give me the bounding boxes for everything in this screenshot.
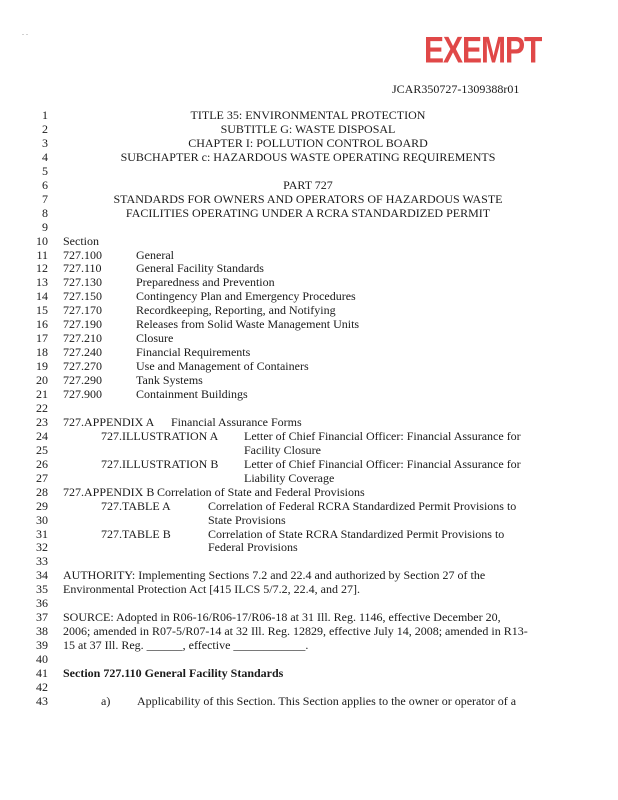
line-number: 16	[36, 317, 48, 332]
line-text: TITLE 35: ENVIRONMENTAL PROTECTION	[190, 108, 426, 122]
line-number: 3	[42, 135, 48, 150]
line-number: 1	[42, 108, 48, 122]
line-number: 21	[36, 387, 48, 401]
line-text: 727.110	[63, 261, 102, 276]
line-text: 727.240	[63, 345, 102, 360]
document-line	[0, 220, 618, 234]
document-line	[0, 485, 618, 499]
line-number: 5	[42, 163, 48, 178]
line-number: 13	[36, 275, 48, 290]
line-text: Tank Systems	[136, 373, 203, 388]
line-text: 727.270	[63, 359, 102, 374]
document-line	[0, 638, 618, 652]
line-text: Correlation of State RCRA Standardized Permit Provisions to	[208, 526, 505, 541]
document-line	[0, 401, 618, 415]
line-number: 27	[36, 470, 48, 485]
document-line	[0, 331, 618, 345]
line-number: 26	[36, 456, 48, 471]
line-text: Environmental Protection Act [415 ILCS 5/7.2, 22.4, and 27].	[63, 582, 360, 597]
line-number: 25	[36, 442, 48, 457]
document-line	[0, 666, 618, 680]
line-number: 33	[36, 554, 48, 569]
line-text: Correlation of State and Federal Provisions	[157, 484, 365, 499]
line-number: 31	[36, 526, 48, 541]
line-text: 727.150	[63, 289, 102, 304]
document-line	[0, 164, 618, 178]
line-text: 727.APPENDIX A	[63, 414, 155, 429]
line-text: State Provisions	[208, 512, 286, 527]
document-line	[0, 303, 618, 317]
line-text: Closure	[136, 331, 174, 346]
line-text: Facility Closure	[244, 442, 321, 457]
document-line	[0, 457, 618, 471]
document-line	[0, 192, 618, 206]
line-text: Liability Coverage	[244, 470, 335, 485]
line-text: Section 727.110 General Facility Standards	[63, 666, 284, 680]
line-text: Letter of Chief Financial Officer: Financial Assurance for	[244, 456, 521, 471]
document-line	[0, 624, 618, 638]
line-number: 41	[36, 666, 48, 680]
line-text: 727.100	[63, 247, 102, 262]
document-line	[0, 554, 618, 568]
document-line	[0, 136, 618, 150]
line-text: Preparedness and Prevention	[136, 275, 275, 290]
exempt-stamp: EXEMPT	[424, 30, 542, 72]
line-text: SOURCE: Adopted in R06-16/R06-17/R06-18 at 31 Ill. Reg. 1146, effective December 20,	[63, 610, 501, 625]
line-text: AUTHORITY: Implementing Sections 7.2 and 22.4 and authorized by Section 27 of the	[63, 568, 486, 583]
document-line	[0, 289, 618, 303]
document-line	[0, 415, 618, 429]
line-text: Federal Provisions	[208, 540, 298, 555]
line-text: 2006; amended in R07-5/R07-14 at 32 Ill. Reg. 12829, effective July 14, 2008; amended in R13-	[63, 624, 528, 639]
document-line	[0, 248, 618, 262]
line-text: Recordkeeping, Reporting, and Notifying	[136, 303, 336, 318]
line-text: SUBCHAPTER c: HAZARDOUS WASTE OPERATING REQUIREMENTS	[120, 149, 496, 164]
line-number: 37	[36, 610, 48, 625]
line-number: 43	[36, 693, 48, 708]
line-number: 10	[36, 233, 48, 248]
line-text: 15 at 37 Ill. Reg. ______, effective ____________.	[63, 638, 309, 653]
line-number: 9	[42, 219, 48, 234]
line-number: 39	[36, 638, 48, 653]
line-number: 24	[36, 428, 48, 443]
line-number: 20	[36, 373, 48, 388]
document-line	[0, 373, 618, 387]
line-text: CHAPTER I: POLLUTION CONTROL BOARD	[188, 135, 428, 150]
line-number: 34	[36, 568, 48, 583]
line-number: 15	[36, 303, 48, 318]
document-line	[0, 527, 618, 541]
line-text: 727.190	[63, 317, 102, 332]
document-line	[0, 359, 618, 373]
line-text: 727.ILLUSTRATION B	[101, 456, 219, 471]
line-text: Section	[63, 233, 99, 248]
document-line	[0, 540, 618, 554]
document-line	[0, 150, 618, 164]
line-number: 6	[42, 177, 48, 192]
document-line	[0, 261, 618, 275]
document-line	[0, 317, 618, 331]
line-text: Containment Buildings	[136, 387, 248, 401]
line-number: 12	[36, 261, 48, 276]
document-line	[0, 471, 618, 485]
document-line	[0, 206, 618, 220]
line-text: 727.130	[63, 275, 102, 290]
line-number: 4	[42, 149, 48, 164]
line-text: 727.TABLE B	[101, 526, 171, 541]
line-number: 7	[42, 191, 48, 206]
line-text: Financial Assurance Forms	[171, 414, 302, 429]
document-line	[0, 568, 618, 582]
line-text: a)	[101, 693, 111, 708]
line-text: Correlation of Federal RCRA Standardized Permit Provisions to	[208, 498, 517, 513]
line-text: Releases from Solid Waste Management Units	[136, 317, 360, 332]
line-number: 29	[36, 498, 48, 513]
line-number: 40	[36, 652, 48, 667]
line-text: 727.290	[63, 373, 102, 388]
line-number: 23	[36, 414, 48, 429]
document-line	[0, 345, 618, 359]
line-text: PART 727	[283, 177, 333, 192]
document-line	[0, 694, 618, 708]
line-text: General	[136, 247, 174, 262]
document-line	[0, 680, 618, 694]
document-line	[0, 275, 618, 289]
line-number: 8	[42, 205, 48, 220]
line-text: 727.TABLE A	[101, 498, 171, 513]
line-text: Letter of Chief Financial Officer: Financial Assurance for	[244, 428, 521, 443]
line-number: 19	[36, 359, 48, 374]
document-line	[0, 596, 618, 610]
line-text: FACILITIES OPERATING UNDER A RCRA STANDARDIZED PERMIT	[125, 205, 491, 220]
line-number: 14	[36, 289, 48, 304]
line-text: 727.170	[63, 303, 102, 318]
line-number: 2	[42, 121, 48, 136]
document-line	[0, 499, 618, 513]
document-line	[0, 513, 618, 527]
document-line	[0, 122, 618, 136]
line-number: 18	[36, 345, 48, 360]
scan-specks: . .	[22, 28, 28, 37]
document-line	[0, 652, 618, 666]
line-number: 22	[36, 400, 48, 415]
line-number: 11	[36, 247, 48, 262]
line-text: STANDARDS FOR OWNERS AND OPERATORS OF HAZARDOUS WASTE	[113, 191, 503, 206]
document-line	[0, 178, 618, 192]
line-text: SUBTITLE G: WASTE DISPOSAL	[220, 121, 396, 136]
document-line	[0, 234, 618, 248]
document-line	[0, 443, 618, 457]
document-line	[0, 582, 618, 596]
line-number: 32	[36, 540, 48, 555]
line-number: 30	[36, 512, 48, 527]
line-text: Financial Requirements	[136, 345, 251, 360]
line-text: 727.900	[63, 387, 102, 401]
document-id: JCAR350727-1309388r01	[392, 82, 520, 96]
line-number: 38	[36, 624, 48, 639]
line-text: 727.ILLUSTRATION A	[101, 428, 219, 443]
document-line	[0, 610, 618, 624]
line-number: 36	[36, 596, 48, 611]
document-line	[0, 108, 618, 122]
document-line	[0, 387, 618, 401]
line-text: General Facility Standards	[136, 261, 264, 276]
line-number: 42	[36, 679, 48, 694]
line-number: 35	[36, 582, 48, 597]
line-text: 727.APPENDIX B	[63, 484, 155, 499]
line-text: Use and Management of Containers	[136, 359, 309, 374]
line-text: Contingency Plan and Emergency Procedures	[136, 289, 356, 304]
line-text: Applicability of this Section. This Section applies to the owner or operator of a	[137, 693, 517, 708]
line-text: 727.210	[63, 331, 102, 346]
document-line	[0, 429, 618, 443]
line-number: 28	[36, 484, 48, 499]
line-number: 17	[36, 331, 48, 346]
